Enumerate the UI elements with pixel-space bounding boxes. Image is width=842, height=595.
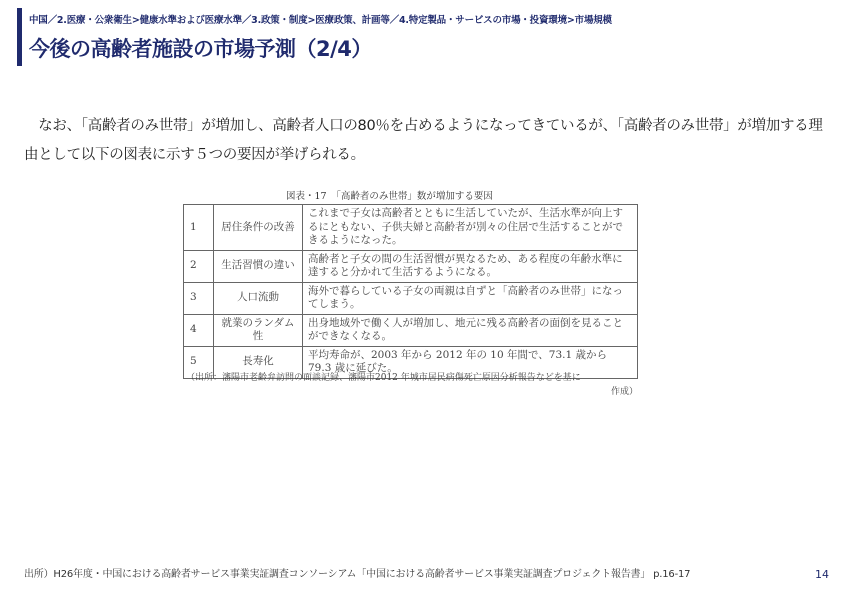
figure-source-end: 作成） xyxy=(610,387,638,397)
row-number: 1 xyxy=(184,205,214,251)
row-description: 出身地域外で働く人が増加し、地元に残る高齢者の面倒を見ることができなくなる。 xyxy=(303,314,638,346)
table-row xyxy=(184,205,638,251)
row-factor: 就業のランダム性 xyxy=(214,314,303,346)
footer-source: 出所）H26年度・中国における高齢者サービス事業実証調査コンソーシアム「中国における高齢者サービス事業実証調査プロジェクト報告書」 p.16-17 xyxy=(24,569,691,580)
row-description: これまで子女は高齢者とともに生活していたが、生活水準が向上するにともない、子供夫婦と高齢者が別々の住居で生活することができるようになった。 xyxy=(303,205,638,251)
factor-table xyxy=(183,204,638,379)
figure-source xyxy=(186,371,656,399)
page-title: 今後の高齢者施設の市場予測（2/4） xyxy=(29,37,372,61)
figure-image xyxy=(176,185,666,405)
row-factor: 長寿化 xyxy=(214,346,303,378)
row-number: 5 xyxy=(184,346,214,378)
row-factor: 居住条件の改善 xyxy=(214,205,303,251)
page-number: 14 xyxy=(815,568,829,581)
row-description: 海外で暮らしている子女の両親は自ずと「高齢者のみ世帯」になってしまう。 xyxy=(303,282,638,314)
table-row xyxy=(184,314,638,346)
row-number: 2 xyxy=(184,250,214,282)
row-number: 3 xyxy=(184,282,214,314)
table-row xyxy=(184,282,638,314)
breadcrumb: 中国／2.医療・公衆衛生>健康水準および医療水準／3.政策・制度>医療政策、計画等／4.特定製品・サービスの市場・投資環境>市場規模 xyxy=(29,15,612,26)
title-accent-bar xyxy=(17,8,22,66)
row-number: 4 xyxy=(184,314,214,346)
row-description: 平均寿命が、2003 年から 2012 年の 10 年間で、73.1 歳から 79.3 歳に延びた。 xyxy=(303,346,638,378)
row-description: 高齢者と子女の間の生活習慣が異なるため、ある程度の年齢水準に達すると分かれて生活するようになる。 xyxy=(303,250,638,282)
figure-title: 図表・17 「高齢者のみ世帯」数が増加する要因 xyxy=(286,191,493,202)
body-paragraph: なお、「高齢者のみ世帯」が増加し、高齢者人口の80％を占めるようになってきているが、「高齢者のみ世帯」が増加する理由として以下の図表に示す５つの要因が挙げられる。 xyxy=(24,118,823,163)
row-factor: 生活習慣の違い xyxy=(214,250,303,282)
figure-source-text: （出所：瀋陽市老齢弁訪問の面談記録、瀋陽市2012 年城市居民病傷死亡原因分析報告などを基に xyxy=(186,373,581,383)
table-row xyxy=(184,250,638,282)
row-factor: 人口流動 xyxy=(214,282,303,314)
